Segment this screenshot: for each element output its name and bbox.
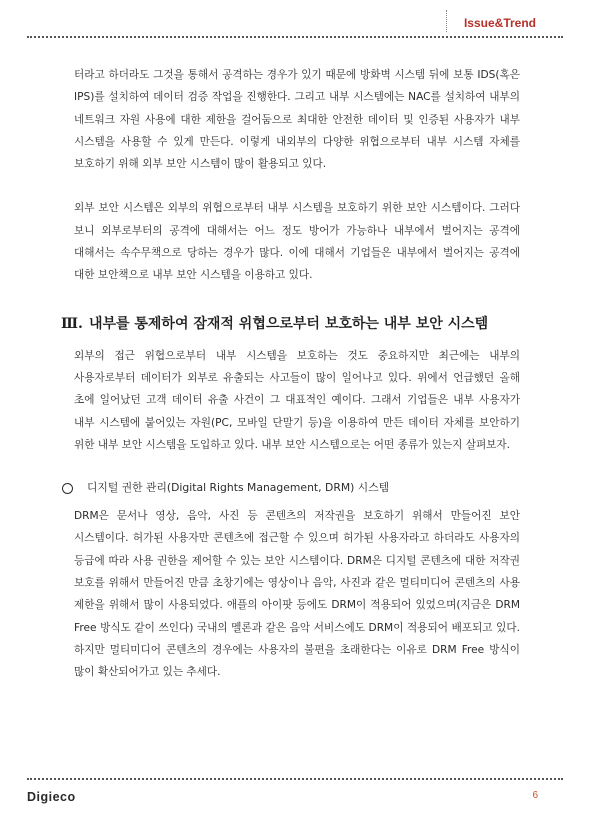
page-number: 6 [532, 790, 538, 801]
body-paragraph: 외부의 접근 위협으로부터 내부 시스템을 보호하는 것도 중요하지만 최근에는 내부의 사용자로부터 데이터가 외부로 유출되는 사고들이 많이 일어나고 있다. 위에서 언급했던 올해 초에 일어났던 고객 데이터 유출 사건이 그 대표적인 예이다. 그래서 기업들은 내부 사용자가 내부 시스템에 붙어있는 자원(PC, 모바일 단말기 등)을 이용하여 만든 데이터 자체를 보안하기 위한 내부 보안 시스템을 도입하고 있다. 내부 보안 시스템으로는 어떤 종류가 있는지 살펴보자. [74, 349, 520, 451]
circle-bullet-icon [62, 483, 73, 494]
body-paragraph: 외부 보안 시스템은 외부의 위협으로부터 내부 시스템을 보호하기 위한 보안 시스템이다. 그러다 보니 외부로부터의 공격에 대해서는 어느 정도 방어가 가능하나 내부에서 벌어지는 공격에 대해서는 속수무책으로 당하는 경우가 많다. 이에 대해서 기업들은 내부에서 벌어지는 공격에 대한 보안책으로 내부 보안 시스템을 이용하고 있다. [74, 202, 520, 282]
subsection-heading [62, 478, 520, 498]
header-divider [446, 10, 447, 32]
subsection-heading-text: 디지털 권한 관리(Digital Rights Management, DRM) 시스템 [87, 481, 390, 495]
section-title-text: 내부를 통제하여 잠재적 위협으로부터 보호하는 내부 보안 시스템 [88, 315, 489, 332]
section-number: Ⅲ. [61, 315, 83, 332]
body-paragraph: 터라고 하더라도 그것을 통해서 공격하는 경우가 있기 때문에 방화벽 시스템 뒤에 보통 IDS(혹은 IPS)를 설치하여 데이터 검증 작업을 진행한다. 그리고 내부 시스템에는 NAC를 설치하여 내부의 네트워크 자원 사용에 대한 제한을 걸어둠으로 최대한 안전한 데이터 및 인증된 사용자가 내부 시스템을 사용할 수 있게 만든다. 이렇게 내외부의 다양한 위협으로부터 내부 시스템 자체를 보호하기 위해 외부 보안 시스템이 많이 활용되고 있다. [74, 69, 520, 171]
body-paragraph: DRM은 문서나 영상, 음악, 사진 등 콘텐츠의 저작권을 보호하기 위해서 만들어진 보안 시스템이다. 허가된 사용자만 콘텐츠에 접근할 수 있으며 허가된 사용자라고 하더라도 사용자의 등급에 따라 사용 권한을 제어할 수 있는 보안 시스템이다. DRM은 디지털 콘텐츠에 대한 저작권 보호를 위해서 만들어진 만큼 초창기에는 영상이나 음악, 사진과 같은 멀티미디어 콘텐츠의 사용 제한을 위해서 많이 사용되었다. 애플의 아이팟 등에도 DRM이 적용되어 있었으며(지금은 DRM Free 방식도 같이 쓰인다) 국내의 멜론과 같은 음악 서비스에도 DRM이 적용되어 배포되고 있다. 하지만 멀티미디어 콘텐츠의 경우에는 사용자의 불편을 초래한다는 이유로 DRM Free 방식이 많이 확산되어가고 있는 추세다. [74, 510, 520, 679]
top-rule [27, 36, 563, 38]
section-tag: Issue&Trend [463, 16, 536, 30]
section-heading [61, 309, 520, 339]
bottom-rule [27, 778, 563, 780]
footer-logo: Digieco [27, 790, 76, 804]
page-content [61, 64, 520, 684]
